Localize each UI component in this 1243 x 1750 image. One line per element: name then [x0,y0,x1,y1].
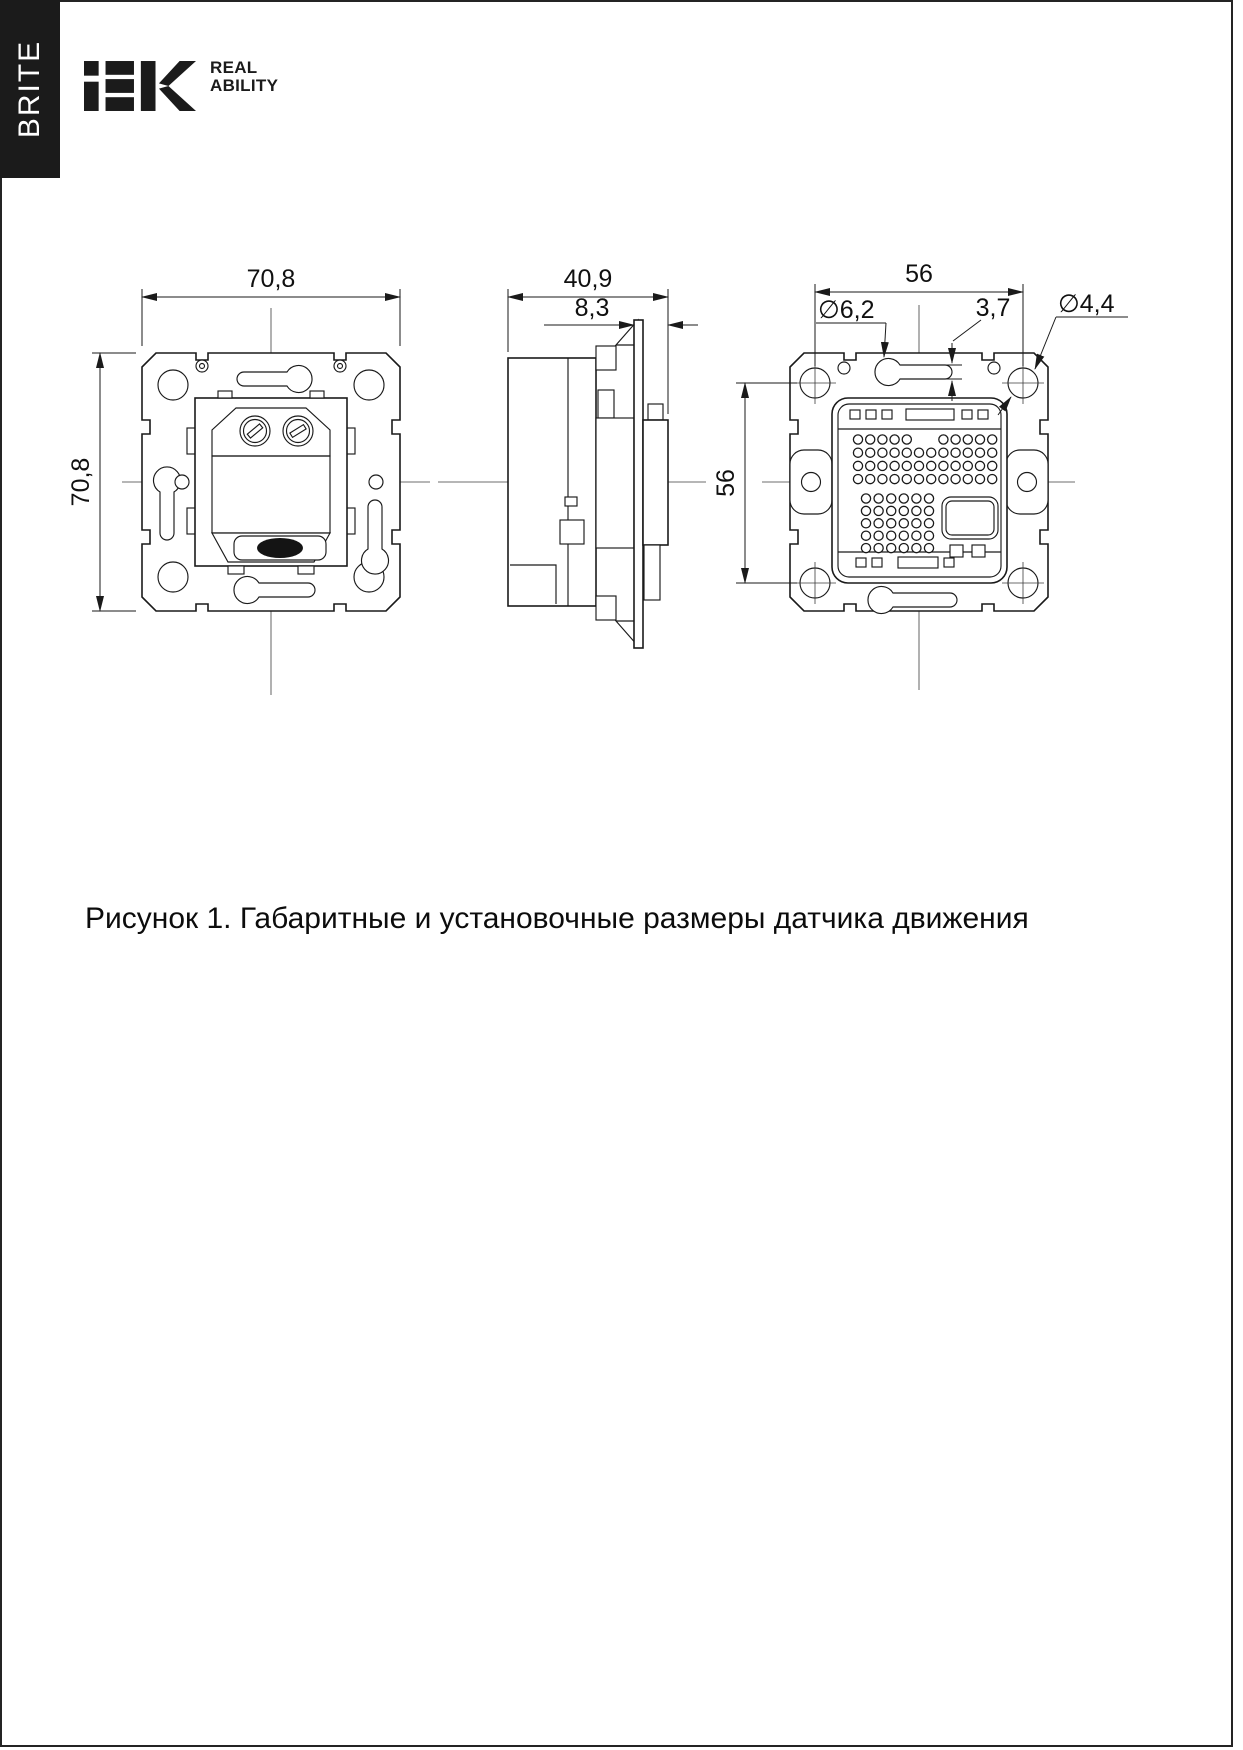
sensor-face [832,398,1007,583]
side-body [508,358,596,606]
dim-back-hole-spacing-v: 56 [712,469,740,497]
label-window [942,497,998,539]
front-mechanism [187,391,355,574]
adjustment-dial-left [240,416,270,446]
dim-back-hole-spacing-h: 56 [905,260,933,288]
dim-front-height: 70,8 [67,457,95,507]
dim-front-width: 70,8 [246,265,296,293]
dim-side-front-offset: 8,3 [574,294,610,322]
side-flange [634,320,643,648]
dim-mount-hole-diameter: ∅4,4 [1058,290,1115,318]
figure-caption: Рисунок 1. Габаритные и установочные размеры датчика движения [85,902,1029,935]
dimension-drawings [0,0,1243,760]
pir-lens [257,538,303,558]
side-front-cover [643,420,668,545]
dim-slot-width: 3,7 [975,294,1011,322]
front-view-drawing [67,265,430,695]
series-badge-label: BRITE [13,39,47,139]
dim-keyhole-diameter: ∅6,2 [818,296,875,324]
brand-tagline-line2: ABILITY [210,76,279,95]
adjustment-dial-right [283,416,313,446]
back-view-drawing [712,260,1128,690]
brand-tagline-line1: REAL [210,58,258,77]
side-view-drawing [438,265,706,648]
dim-side-depth: 40,9 [563,265,613,293]
